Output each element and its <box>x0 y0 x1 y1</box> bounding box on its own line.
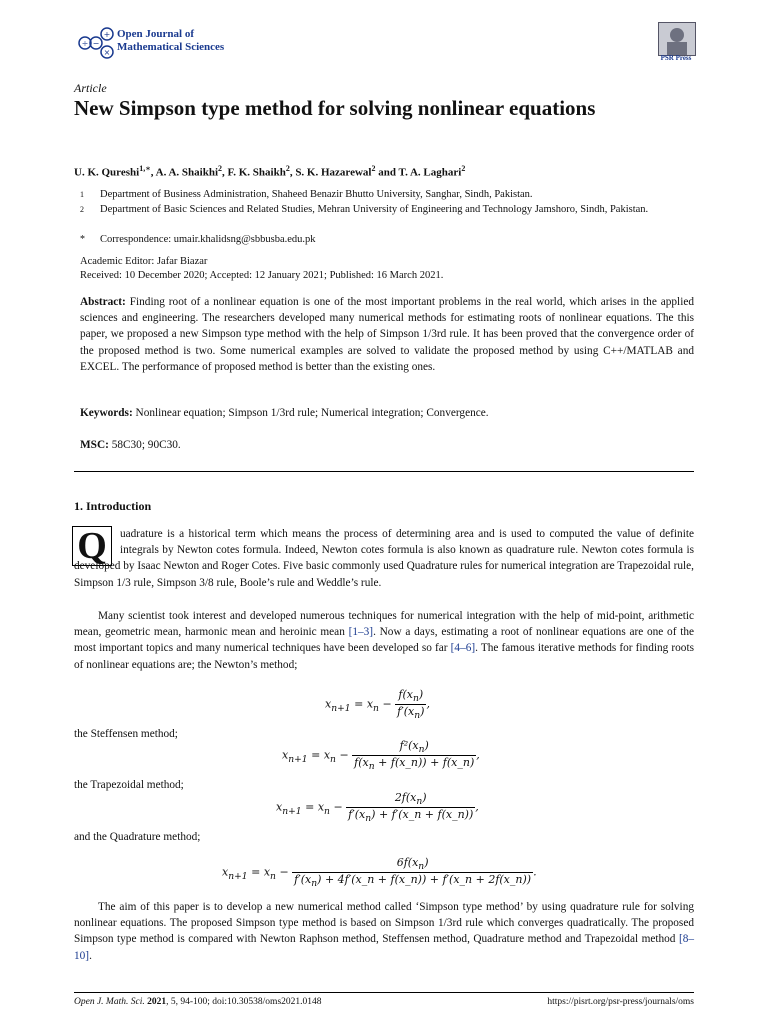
author-list <box>74 163 465 179</box>
eq-fraction <box>346 791 475 824</box>
eq-text: x <box>325 697 332 711</box>
intro-paragraph-2-text: . Now a days, estimating a root of nonlinear equations are one of the most important topics and many numerical techniques have been developed so far <box>74 626 694 655</box>
eq-text: f(x <box>354 756 369 770</box>
intro-paragraph-3 <box>74 899 694 964</box>
equation-quadrature <box>222 856 537 889</box>
eq-sub: n <box>324 805 330 817</box>
eq-text: 6f(x <box>396 856 419 869</box>
intro-paragraph-2-text: . The famous iterative methods for finding roots of nonlinear equations are; the Newton’s method; <box>74 642 694 671</box>
author-name: T. A. Laghari <box>398 166 462 179</box>
eq-fraction <box>352 739 476 772</box>
eq-text: = x <box>247 865 271 879</box>
affiliation-mark: 1 <box>80 190 84 199</box>
citation-link[interactable]: [8–10] <box>74 933 694 962</box>
eq-fraction <box>395 688 426 721</box>
eq-text: , <box>475 800 479 814</box>
footer-citation <box>74 997 322 1007</box>
eq-text: x <box>222 865 229 879</box>
footer-journal-abbr: Open J. Math. Sci. <box>74 997 145 1007</box>
label-quadrature: and the Quadrature method; <box>74 831 201 843</box>
svg-text:+: + <box>103 30 111 39</box>
abstract-text: Finding root of a nonlinear equation is one of the most important problems in the real world, which arises in the applied sciences and engineering. The researchers developed many numerical methods for estimating roots of nonlinear equations. The this paper, we proposed a new Simpson type method with the help of Simpson 1/3rd rule. It has been proved that the convergence order of the proposed method is two. Some numerical examples are solved to validate the proposed method by using C++/MATLAB and EXCEL. The performance of proposed method is better than the existing ones. <box>80 296 695 373</box>
eq-sub: n+1 <box>282 805 302 817</box>
eq-sub: n <box>365 813 372 825</box>
eq-text: − <box>335 748 353 762</box>
eq-text: − <box>275 865 293 879</box>
msc-codes <box>80 437 694 453</box>
keywords-label: Keywords: <box>80 407 133 419</box>
journal-name-line2: Mathematical Sciences <box>117 41 225 53</box>
author-affiliation-mark: 1,∗ <box>139 164 151 173</box>
intro-paragraph-2 <box>74 608 694 673</box>
author-affiliation-mark: 2 <box>371 164 376 173</box>
intro-paragraph-2-text: Many scientist took interest and developed numerous techniques for numerical integration with the help of mid-point, arithmetic mean, geometric mean, harmonic mean and heroinic mean <box>74 610 694 639</box>
eq-text: = x <box>301 800 325 814</box>
author-name: A. A. Shaikhi <box>155 166 219 179</box>
article-type: Article <box>74 81 107 95</box>
eq-text: ) + f′(x_n + f(x_n)) <box>371 808 474 822</box>
eq-text: = x <box>307 748 331 762</box>
eq-text: ) <box>418 688 424 701</box>
eq-sub: n <box>311 878 318 890</box>
intro-paragraph-1 <box>74 526 694 591</box>
eq-text: f²(x <box>399 739 419 752</box>
eq-text: 2f(x <box>394 791 417 804</box>
eq-text: f(x <box>398 688 413 701</box>
eq-text: f′(x <box>294 873 312 887</box>
eq-text: ) <box>422 791 427 804</box>
eq-text: f′(x <box>348 808 366 822</box>
affiliation-mark: 2 <box>80 205 84 214</box>
eq-text: ) <box>424 856 429 869</box>
intro-paragraph-3-text: . <box>89 949 92 962</box>
publisher-label: PSR Press <box>660 54 692 62</box>
eq-sub: n <box>416 796 423 808</box>
label-trapezoidal: the Trapezoidal method; <box>74 779 184 791</box>
affiliation-text: Department of Basic Sciences and Related Studies, Mehran University of Engineering and Technology Jamshoro, Sindh, Pakistan. <box>100 204 649 215</box>
eq-sub: n <box>368 761 375 773</box>
eq-text: + f(x_n)) + f(x_n) <box>374 756 475 770</box>
author-affiliation-mark: 2 <box>285 164 290 173</box>
section-heading: 1. Introduction <box>74 499 152 513</box>
correspondence-email[interactable]: Correspondence: umair.khalidsng@sbbusba.edu.pk <box>100 234 316 245</box>
author-separator: , <box>289 166 296 179</box>
intro-paragraph-1-text: uadrature is a historical term which means the process of determining area and is used to computed the value of definite integrals by Newton cotes formula. Indeed, Newton cotes formula is also known as quadrature rule. Newton cotes formula is developed by Isaac Newton and Roger Cotes. Five basic commonly used Quadrature rules for numerical integration are Trapezoidal rule, Simpson 1/3 rule, Simpson 3/8 rule, Boole’s rule and Weddle’s rule. <box>74 528 694 589</box>
citation-link[interactable]: [1–3] <box>348 626 374 639</box>
label-steffensen: the Steffensen method; <box>74 728 178 740</box>
footer-url[interactable]: https://pisrt.org/psr-press/journals/oms <box>547 997 694 1007</box>
eq-sub: n+1 <box>288 753 308 765</box>
msc-label: MSC: <box>80 439 109 451</box>
publication-dates: Received: 10 December 2020; Accepted: 12 January 2021; Published: 16 March 2021. <box>80 270 444 281</box>
affiliation-text: Department of Business Administration, Shaheed Benazir Bhutto University, Sanghar, Sindh, Pakistan. <box>100 189 533 200</box>
svg-text:×: × <box>103 48 111 57</box>
dropcap-letter: Q <box>72 526 112 566</box>
svg-text:÷: ÷ <box>81 39 89 48</box>
eq-fraction <box>292 856 533 889</box>
academic-editor: Academic Editor: Jafar Biazar <box>80 256 208 267</box>
eq-text: = x <box>350 697 374 711</box>
eq-text: x <box>282 748 289 762</box>
eq-text: ) <box>420 705 425 719</box>
journal-name-line1: Open Journal of <box>117 28 195 40</box>
author-affiliation-mark: 2 <box>461 164 466 173</box>
eq-text: ) + 4f′(x_n + f(x_n)) + f′(x_n + 2f(x_n)) <box>317 873 532 887</box>
author-name: U. K. Qureshi <box>74 166 140 179</box>
equation-newton <box>325 688 430 721</box>
author-separator: and <box>375 166 399 179</box>
affiliation-mark: * <box>80 234 85 245</box>
eq-text: , <box>476 748 480 762</box>
journal-logo-icon <box>76 26 116 60</box>
eq-sub: n <box>414 710 421 722</box>
affiliation <box>80 203 680 231</box>
eq-sub: n+1 <box>331 702 351 714</box>
intro-paragraph-3-text: The aim of this paper is to develop a new numerical method called ‘Simpson type method’ by using quadrature rule for solving nonlinear equations. The proposed Simpson type method is based on Simpson 1/3rd rule which converges quadratically. The proposed Simpson type method is compared with Newton Raphson method, Steffensen method, Quadrature method and Trapezoidal method <box>74 901 694 946</box>
eq-text: − <box>329 800 347 814</box>
equation-steffensen <box>282 739 480 772</box>
eq-sub: n <box>270 870 276 882</box>
footer-divider <box>74 992 694 993</box>
eq-text: , <box>426 697 430 711</box>
eq-sub: n <box>413 693 419 705</box>
journal-name <box>117 28 224 54</box>
author-separator: , <box>150 166 156 179</box>
eq-sub: n <box>373 702 379 714</box>
author-name: S. K. Hazarewal <box>295 166 372 179</box>
eq-sub: n <box>418 744 425 756</box>
footer-year: 2021 <box>147 997 167 1007</box>
eq-text: f′(x <box>397 705 415 719</box>
publisher-logo-icon <box>658 22 696 56</box>
keywords-text: Nonlinear equation; Simpson 1/3rd rule; Numerical integration; Convergence. <box>135 407 489 419</box>
citation-link[interactable]: [4–6] <box>450 642 476 655</box>
svg-text:−: − <box>92 39 100 48</box>
footer-volume-doi: , 5, 94-100; doi:10.30538/oms2021.0148 <box>166 997 322 1007</box>
msc-text: 58C30; 90C30. <box>111 439 181 451</box>
equation-trapezoidal <box>276 791 479 824</box>
section-divider <box>74 471 694 472</box>
eq-text: ) <box>424 739 429 752</box>
eq-sub: n+1 <box>228 870 248 882</box>
eq-text: . <box>533 865 537 879</box>
eq-sub: n <box>330 753 336 765</box>
author-name: F. K. Shaikh <box>227 166 286 179</box>
eq-sub: n <box>418 861 425 873</box>
abstract <box>80 294 694 375</box>
eq-text: x <box>276 800 283 814</box>
eq-text: − <box>378 697 396 711</box>
author-affiliation-mark: 2 <box>218 164 223 173</box>
author-separator: , <box>222 166 228 179</box>
keywords <box>80 405 694 421</box>
abstract-label: Abstract: <box>80 296 126 308</box>
paper-title: New Simpson type method for solving nonlinear equations <box>74 96 596 120</box>
